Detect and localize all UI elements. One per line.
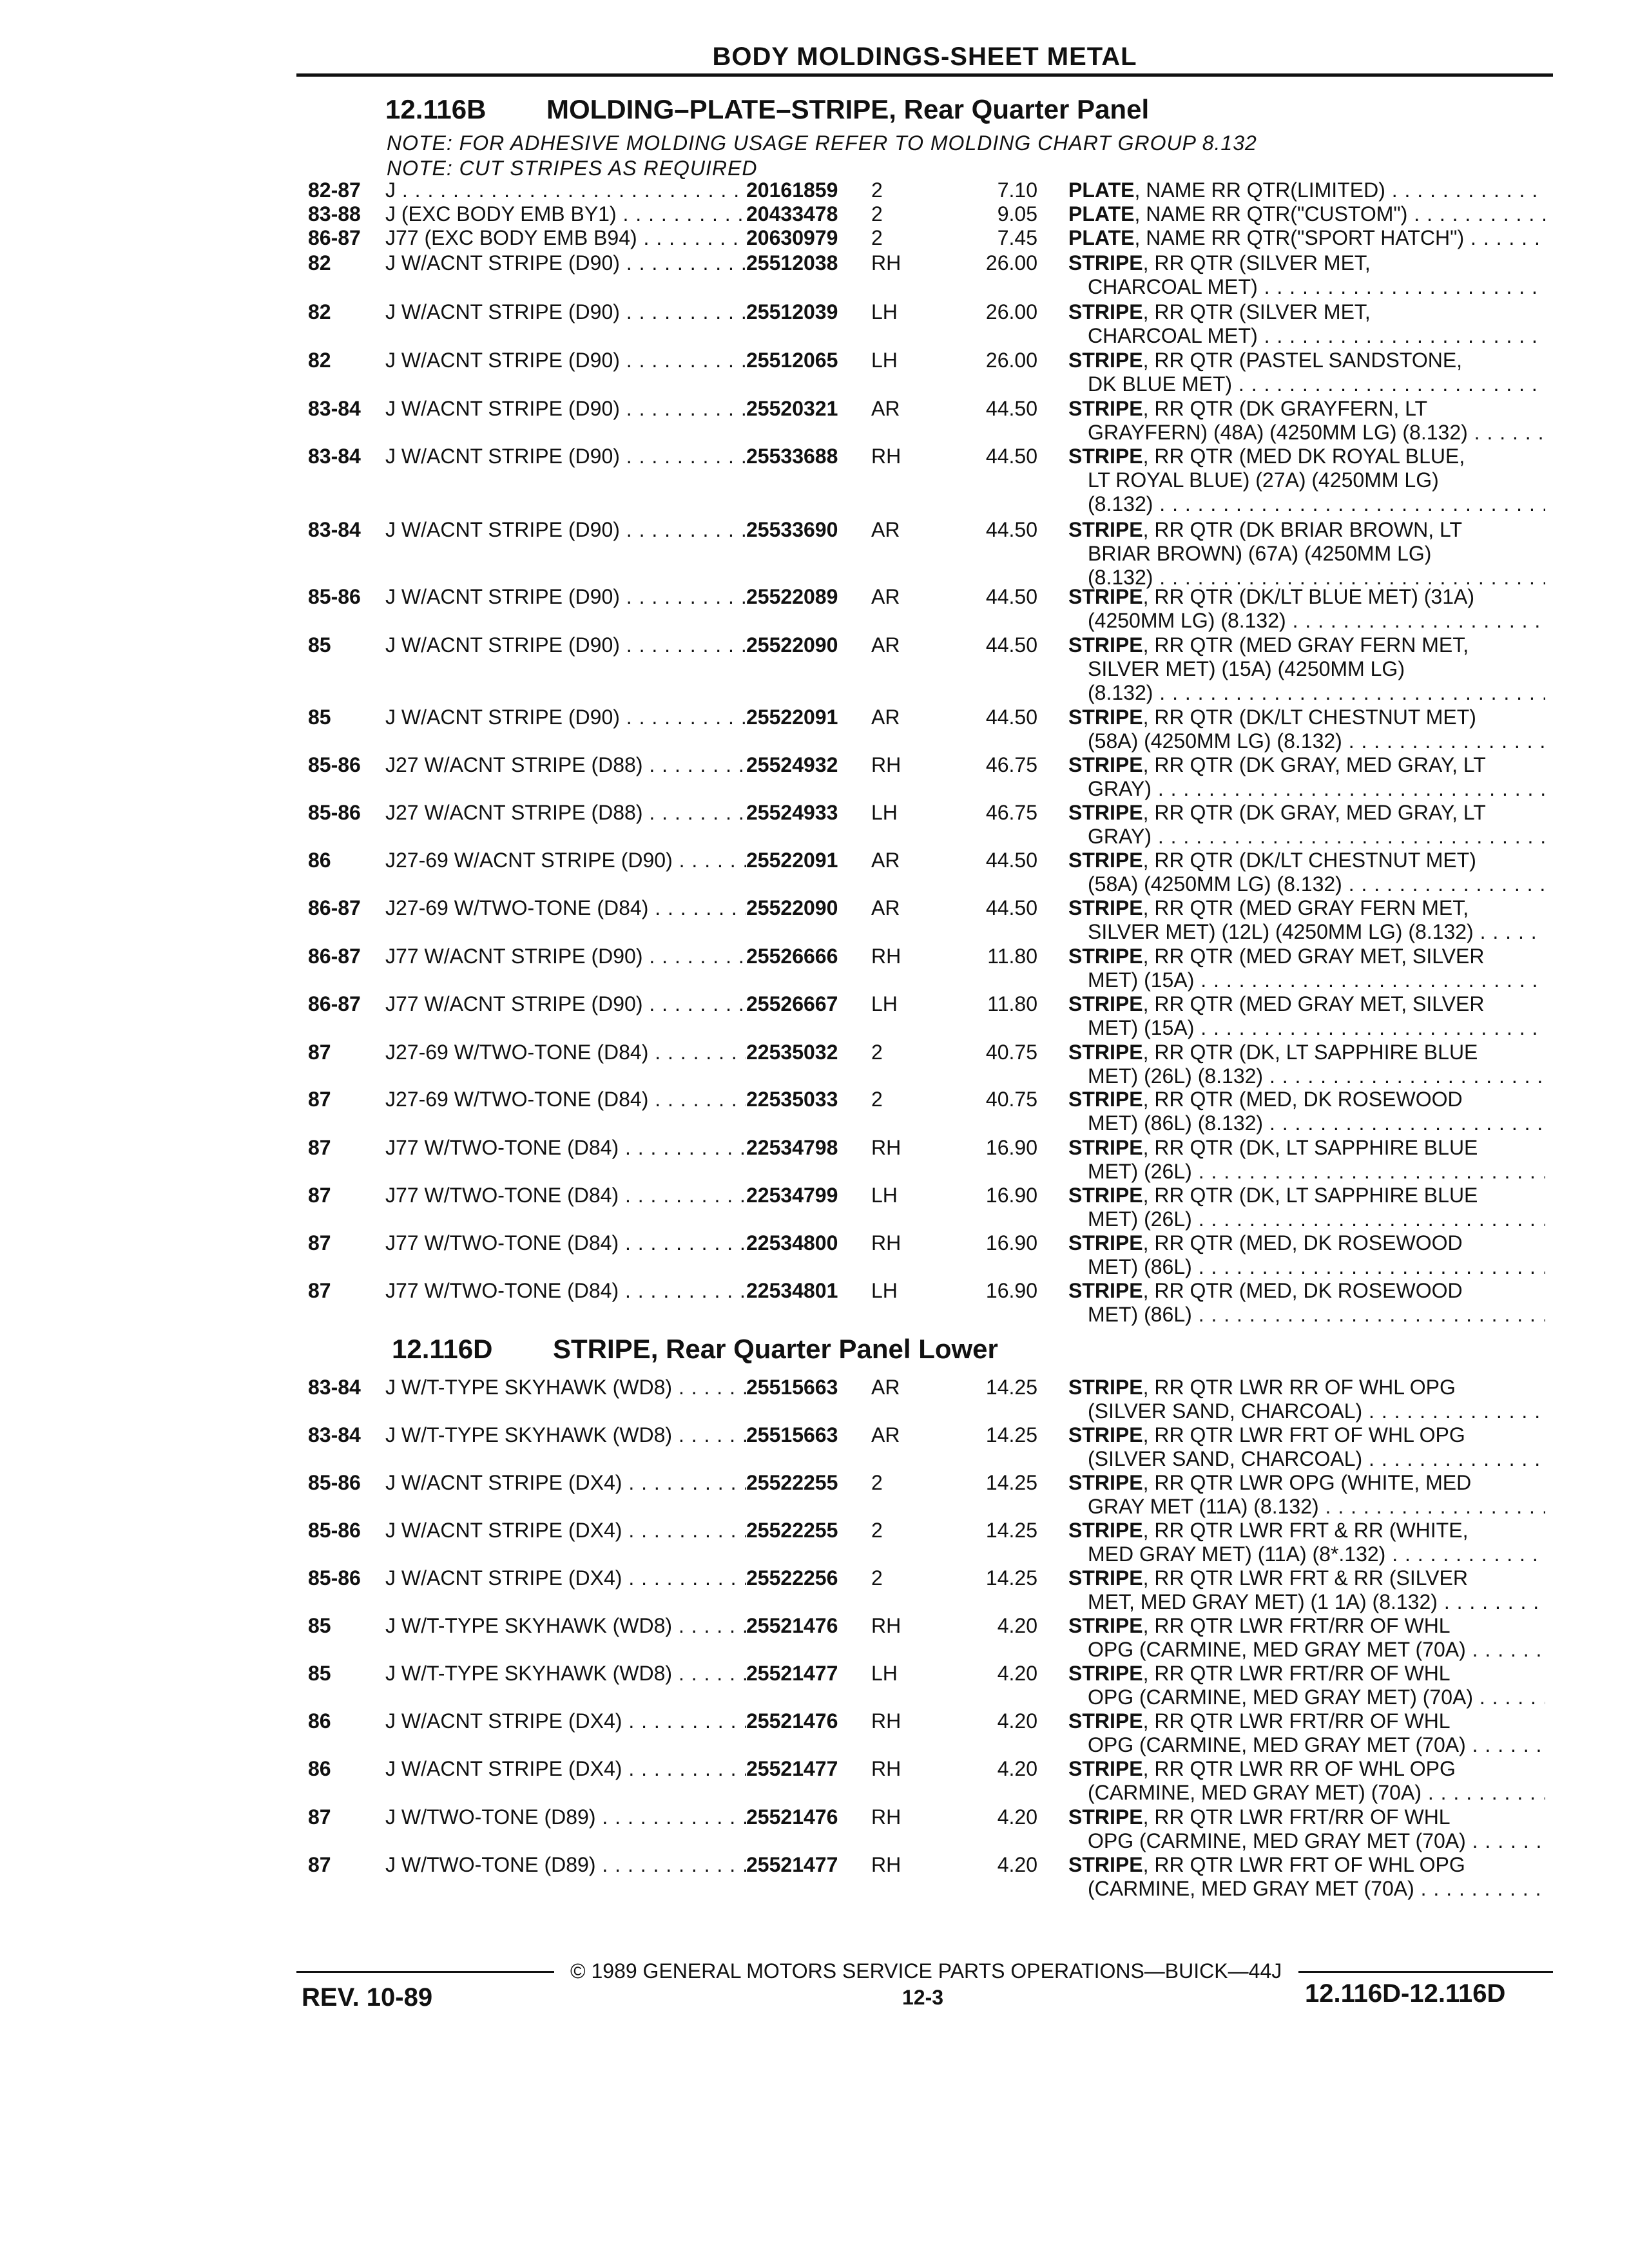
model-description: J27-69 W/ACNT STRIPE (D90) . . . [385, 849, 746, 872]
model-description: J27 W/ACNT STRIPE (D88) . . . [385, 753, 746, 777]
section-note: NOTE: CUT STRIPES AS REQUIRED [387, 157, 758, 180]
model-year: 83-84 [308, 518, 361, 541]
part-description-line: STRIPE, RR QTR (SILVER MET, [1068, 300, 1371, 323]
part-description-line: STRIPE, RR QTR (DK/LT CHESTNUT MET) [1068, 706, 1476, 729]
part-description-line: GRAY) . . . [1088, 825, 1545, 849]
model-year: 86 [308, 1757, 331, 1780]
model-year: 87 [308, 1853, 331, 1876]
part-number: 25515663 [746, 1423, 838, 1446]
model-description: J W/ACNT STRIPE (D90) . . . [385, 518, 746, 542]
quantity: AR [871, 633, 900, 657]
model-year: 85-86 [308, 801, 361, 824]
part-description-line: MET, MED GRAY MET) (1 1A) (8.132) . . . [1088, 1590, 1545, 1614]
part-description-line: MET) (26L) (8.132) . . . [1088, 1064, 1545, 1088]
part-number: 25522091 [746, 706, 838, 729]
part-description-line: PLATE, NAME RR QTR(LIMITED) . . . [1068, 178, 1545, 202]
price: 16.90 [985, 1136, 1037, 1159]
model-year: 87 [308, 1184, 331, 1207]
model-year: 82-87 [308, 178, 361, 202]
part-number: 25522255 [746, 1471, 838, 1494]
part-description-line: DK BLUE MET) . . . [1088, 372, 1545, 396]
part-description-line: STRIPE, RR QTR LWR FRT/RR OF WHL [1068, 1662, 1451, 1685]
model-year: 82 [308, 300, 331, 323]
quantity: LH [871, 300, 898, 323]
model-year: 83-84 [308, 1423, 361, 1446]
part-number: 25522090 [746, 896, 838, 919]
model-description: J27-69 W/TWO-TONE (D84) . . . [385, 896, 746, 920]
part-description-line: STRIPE, RR QTR (DK/LT BLUE MET) (31A) [1068, 585, 1475, 608]
price: 14.25 [985, 1376, 1037, 1399]
part-description-line: (58A) (4250MM LG) (8.132) . . . [1088, 872, 1545, 896]
section-title: STRIPE, Rear Quarter Panel Lower [553, 1334, 998, 1364]
model-description: J . . . [385, 178, 746, 202]
part-description-line: LT ROYAL BLUE) (27A) (4250MM LG) [1088, 468, 1439, 492]
model-year: 85-86 [308, 753, 361, 776]
part-description-line: MED GRAY MET) (11A) (8*.132) . . . [1088, 1542, 1545, 1566]
part-description-line: STRIPE, RR QTR (DK/LT CHESTNUT MET) [1068, 849, 1476, 872]
part-description-line: STRIPE, RR QTR LWR FRT/RR OF WHL [1068, 1805, 1451, 1829]
part-description-line: OPG (CARMINE, MED GRAY MET (70A) . . . [1088, 1829, 1545, 1853]
model-year: 85 [308, 1662, 331, 1685]
price: 16.90 [985, 1184, 1037, 1207]
part-description-line: GRAYFERN) (48A) (4250MM LG) (8.132) . . . [1088, 421, 1545, 445]
part-number: 25521476 [746, 1805, 838, 1829]
part-description-line: MET) (86L) (8.132) . . . [1088, 1111, 1545, 1135]
quantity: AR [871, 849, 900, 872]
model-description: J W/ACNT STRIPE (DX4) . . . [385, 1566, 746, 1590]
part-number: 25521477 [746, 1853, 838, 1876]
part-description-line: MET) (86L) . . . [1088, 1303, 1545, 1327]
model-description: J (EXC BODY EMB BY1) . . . [385, 202, 746, 226]
model-year: 83-84 [308, 1376, 361, 1399]
quantity: LH [871, 1279, 898, 1302]
part-description-line: STRIPE, RR QTR LWR RR OF WHL OPG [1068, 1376, 1456, 1399]
price: 46.75 [985, 801, 1037, 824]
revision-label: REV. 10-89 [302, 1983, 433, 2012]
quantity: 2 [871, 178, 883, 202]
model-description: J W/T-TYPE SKYHAWK (WD8) . . . [385, 1376, 746, 1399]
part-description-line: STRIPE, RR QTR (MED DK ROYAL BLUE, [1068, 445, 1465, 468]
model-description: J77 W/TWO-TONE (D84) . . . [385, 1136, 746, 1160]
model-description: J77 W/TWO-TONE (D84) . . . [385, 1231, 746, 1255]
part-number: 22534800 [746, 1231, 838, 1254]
part-description-line: STRIPE, RR QTR (DK, LT SAPPHIRE BLUE [1068, 1184, 1478, 1207]
quantity: AR [871, 585, 900, 608]
part-number: 25512065 [746, 349, 838, 372]
part-description-line: STRIPE, RR QTR LWR FRT & RR (SILVER [1068, 1566, 1468, 1590]
part-number: 25526667 [746, 992, 838, 1015]
part-description-line: CHARCOAL MET) . . . [1088, 324, 1545, 348]
part-description-line: STRIPE, RR QTR (PASTEL SANDSTONE, [1068, 349, 1463, 372]
model-description: J W/T-TYPE SKYHAWK (WD8) . . . [385, 1662, 746, 1686]
part-description-line: STRIPE, RR QTR LWR FRT/RR OF WHL [1068, 1709, 1451, 1733]
quantity: RH [871, 445, 901, 468]
part-description-line: (8.132) . . . [1088, 566, 1545, 590]
part-number: 25522256 [746, 1566, 838, 1590]
section-note: NOTE: FOR ADHESIVE MOLDING USAGE REFER TO MOLDING CHART GROUP 8.132 [387, 131, 1257, 155]
price: 16.90 [985, 1231, 1037, 1254]
model-description: J W/ACNT STRIPE (D90) . . . [385, 251, 746, 275]
part-description-line: BRIAR BROWN) (67A) (4250MM LG) [1088, 542, 1432, 565]
model-year: 86-87 [308, 896, 361, 919]
quantity: RH [871, 1853, 901, 1876]
price: 44.50 [985, 397, 1037, 420]
part-number: 22534801 [746, 1279, 838, 1302]
part-number: 25524932 [746, 753, 838, 776]
model-year: 86-87 [308, 992, 361, 1015]
model-description: J W/ACNT STRIPE (D90) . . . [385, 300, 746, 324]
part-number: 25512038 [746, 251, 838, 274]
part-description-line: STRIPE, RR QTR (MED GRAY MET, SILVER [1068, 992, 1485, 1015]
price: 7.45 [997, 226, 1037, 249]
model-description: J W/ACNT STRIPE (D90) . . . [385, 397, 746, 421]
part-description-line: STRIPE, RR QTR (DK GRAY, MED GRAY, LT [1068, 801, 1486, 824]
quantity: AR [871, 518, 900, 541]
part-number: 20433478 [746, 202, 838, 226]
quantity: AR [871, 706, 900, 729]
price: 40.75 [985, 1041, 1037, 1064]
part-description-line: STRIPE, RR QTR (MED, DK ROSEWOOD [1068, 1279, 1463, 1302]
price: 26.00 [985, 349, 1037, 372]
model-year: 85 [308, 633, 331, 657]
part-number: 22535032 [746, 1041, 838, 1064]
model-description: J W/ACNT STRIPE (D90) . . . [385, 349, 746, 372]
price: 4.20 [997, 1853, 1037, 1876]
part-description-line: PLATE, NAME RR QTR("CUSTOM") . . . [1068, 202, 1545, 226]
part-description-line: (8.132) . . . [1088, 681, 1545, 705]
part-description-line: (SILVER SAND, CHARCOAL) . . . [1088, 1399, 1545, 1423]
price: 11.80 [987, 945, 1037, 968]
part-description-line: STRIPE, RR QTR LWR RR OF WHL OPG [1068, 1757, 1456, 1780]
part-description-line: STRIPE, RR QTR (DK GRAY, MED GRAY, LT [1068, 753, 1486, 776]
part-description-line: OPG (CARMINE, MED GRAY MET) (70A) . . . [1088, 1686, 1545, 1709]
quantity: 2 [871, 1519, 883, 1542]
model-year: 83-84 [308, 397, 361, 420]
model-year: 86 [308, 1709, 331, 1733]
price: 14.25 [985, 1566, 1037, 1590]
model-description: J W/ACNT STRIPE (DX4) . . . [385, 1519, 746, 1542]
part-number: 22534798 [746, 1136, 838, 1159]
copyright-line: © 1989 GENERAL MOTORS SERVICE PARTS OPERATIONS—BUICK—44J [570, 1959, 1282, 1983]
quantity: 2 [871, 1566, 883, 1590]
price: 40.75 [985, 1088, 1037, 1111]
quantity: LH [871, 1184, 898, 1207]
model-year: 86-87 [308, 226, 361, 249]
model-year: 87 [308, 1088, 331, 1111]
price: 14.25 [985, 1471, 1037, 1494]
price: 14.25 [985, 1519, 1037, 1542]
part-description-line: OPG (CARMINE, MED GRAY MET (70A) . . . [1088, 1638, 1545, 1662]
quantity: RH [871, 945, 901, 968]
quantity: 2 [871, 226, 883, 249]
price: 44.50 [985, 849, 1037, 872]
quantity: AR [871, 397, 900, 420]
quantity: RH [871, 1136, 901, 1159]
price: 4.20 [997, 1709, 1037, 1733]
part-number: 25512039 [746, 300, 838, 323]
model-year: 85 [308, 706, 331, 729]
part-description-line: STRIPE, RR QTR (MED GRAY MET, SILVER [1068, 945, 1485, 968]
model-year: 82 [308, 349, 331, 372]
model-description: J W/ACNT STRIPE (D90) . . . [385, 633, 746, 657]
price: 44.50 [985, 518, 1037, 541]
price: 44.50 [985, 896, 1037, 919]
section-heading [385, 94, 1149, 125]
model-year: 83-84 [308, 445, 361, 468]
part-description-line: GRAY MET (11A) (8.132) . . . [1088, 1495, 1545, 1519]
model-year: 85-86 [308, 585, 361, 608]
part-number: 20630979 [746, 226, 838, 249]
model-description: J W/ACNT STRIPE (D90) . . . [385, 706, 746, 729]
part-description-line: STRIPE, RR QTR (DK, LT SAPPHIRE BLUE [1068, 1136, 1478, 1159]
quantity: RH [871, 1231, 901, 1254]
part-description-line: STRIPE, RR QTR LWR FRT & RR (WHITE, [1068, 1519, 1469, 1542]
model-description: J W/T-TYPE SKYHAWK (WD8) . . . [385, 1614, 746, 1638]
price: 7.10 [997, 178, 1037, 202]
section-title: MOLDING–PLATE–STRIPE, Rear Quarter Panel [546, 94, 1150, 124]
part-number: 25522255 [746, 1519, 838, 1542]
part-number: 22534799 [746, 1184, 838, 1207]
part-description-line: MET) (26L) . . . [1088, 1160, 1545, 1184]
part-number: 25526666 [746, 945, 838, 968]
quantity: AR [871, 1423, 900, 1446]
part-number: 25522091 [746, 849, 838, 872]
quantity: LH [871, 801, 898, 824]
part-description-line: (SILVER SAND, CHARCOAL) . . . [1088, 1447, 1545, 1471]
part-number: 25524933 [746, 801, 838, 824]
part-number: 22535033 [746, 1088, 838, 1111]
part-description-line: MET) (86L) . . . [1088, 1255, 1545, 1279]
part-number: 25522089 [746, 585, 838, 608]
model-description: J77 W/ACNT STRIPE (D90) . . . [385, 945, 746, 968]
model-description: J W/ACNT STRIPE (D90) . . . [385, 445, 746, 468]
price: 16.90 [985, 1279, 1037, 1302]
model-year: 87 [308, 1805, 331, 1829]
price: 26.00 [985, 251, 1037, 274]
quantity: RH [871, 1805, 901, 1829]
part-number: 25522090 [746, 633, 838, 657]
header-rule [296, 73, 1553, 77]
model-description: J W/ACNT STRIPE (DX4) . . . [385, 1709, 746, 1733]
page-header: BODY MOLDINGS-SHEET METAL [712, 43, 1137, 71]
price: 44.50 [985, 445, 1037, 468]
part-description-line: SILVER MET) (15A) (4250MM LG) [1088, 657, 1405, 680]
part-description-line: STRIPE, RR QTR (DK GRAYFERN, LT [1068, 397, 1428, 420]
part-number: 25533690 [746, 518, 838, 541]
part-description-line: STRIPE, RR QTR (DK BRIAR BROWN, LT [1068, 518, 1462, 541]
model-description: J W/T-TYPE SKYHAWK (WD8) . . . [385, 1423, 746, 1447]
part-description-line: MET) (26L) . . . [1088, 1207, 1545, 1231]
part-description-line: (58A) (4250MM LG) (8.132) . . . [1088, 729, 1545, 753]
price: 4.20 [997, 1805, 1037, 1829]
part-description-line: (CARMINE, MED GRAY MET) (70A) . . . [1088, 1781, 1545, 1805]
part-description-line: MET) (15A) . . . [1088, 968, 1545, 992]
section-number: 12.116B [385, 94, 487, 124]
part-description-line: STRIPE, RR QTR LWR OPG (WHITE, MED [1068, 1471, 1472, 1494]
model-description: J27 W/ACNT STRIPE (D88) . . . [385, 801, 746, 825]
part-number: 25521477 [746, 1662, 838, 1685]
part-description-line: (CARMINE, MED GRAY MET (70A) . . . [1088, 1877, 1545, 1901]
footer-rule-left [296, 1971, 554, 1973]
part-description-line: (4250MM LG) (8.132) . . . [1088, 609, 1545, 633]
part-number: 25521477 [746, 1757, 838, 1780]
price: 46.75 [985, 753, 1037, 776]
price: 14.25 [985, 1423, 1037, 1446]
part-description-line: STRIPE, RR QTR (MED, DK ROSEWOOD [1068, 1231, 1463, 1254]
quantity: 2 [871, 1041, 883, 1064]
quantity: RH [871, 1614, 901, 1637]
section-heading [392, 1334, 998, 1365]
model-year: 86-87 [308, 945, 361, 968]
part-number: 25521476 [746, 1709, 838, 1733]
footer-rule-right [1298, 1971, 1553, 1973]
part-description-line: SILVER MET) (12L) (4250MM LG) (8.132) . . . [1088, 920, 1545, 944]
part-description-line: STRIPE, RR QTR LWR FRT/RR OF WHL [1068, 1614, 1451, 1637]
part-description-line: GRAY) . . . [1088, 777, 1545, 801]
model-description: J27-69 W/TWO-TONE (D84) . . . [385, 1041, 746, 1064]
quantity: RH [871, 753, 901, 776]
price: 9.05 [997, 202, 1037, 226]
part-description-line: OPG (CARMINE, MED GRAY MET (70A) . . . [1088, 1733, 1545, 1757]
part-description-line: MET) (15A) . . . [1088, 1016, 1545, 1040]
model-year: 82 [308, 251, 331, 274]
model-year: 86 [308, 849, 331, 872]
part-description-line: STRIPE, RR QTR (SILVER MET, [1068, 251, 1371, 274]
price: 26.00 [985, 300, 1037, 323]
model-description: J W/TWO-TONE (D89) . . . [385, 1805, 746, 1829]
model-description: J W/TWO-TONE (D89) . . . [385, 1853, 746, 1877]
model-description: J77 W/ACNT STRIPE (D90) . . . [385, 992, 746, 1016]
model-year: 83-88 [308, 202, 361, 226]
quantity: LH [871, 992, 898, 1015]
part-description-line: STRIPE, RR QTR LWR FRT OF WHL OPG [1068, 1423, 1465, 1446]
model-year: 87 [308, 1041, 331, 1064]
quantity: RH [871, 1709, 901, 1733]
quantity: LH [871, 1662, 898, 1685]
model-description: J27-69 W/TWO-TONE (D84) . . . [385, 1088, 746, 1111]
quantity: RH [871, 251, 901, 274]
part-description-line: STRIPE, RR QTR (MED GRAY FERN MET, [1068, 633, 1469, 657]
price: 44.50 [985, 706, 1037, 729]
model-year: 87 [308, 1279, 331, 1302]
price: 44.50 [985, 633, 1037, 657]
part-description-line: STRIPE, RR QTR (MED GRAY FERN MET, [1068, 896, 1469, 919]
price: 4.20 [997, 1662, 1037, 1685]
part-number: 25521476 [746, 1614, 838, 1637]
quantity: AR [871, 1376, 900, 1399]
part-description-line: STRIPE, RR QTR LWR FRT OF WHL OPG [1068, 1853, 1465, 1876]
model-description: J W/ACNT STRIPE (DX4) . . . [385, 1757, 746, 1781]
page-number: 12-3 [902, 1986, 944, 2009]
price: 44.50 [985, 585, 1037, 608]
quantity: LH [871, 349, 898, 372]
quantity: RH [871, 1757, 901, 1780]
model-description: J77 W/TWO-TONE (D84) . . . [385, 1184, 746, 1207]
price: 11.80 [987, 992, 1037, 1015]
section-range: 12.116D-12.116D [1305, 1979, 1506, 2008]
model-description: J77 W/TWO-TONE (D84) . . . [385, 1279, 746, 1303]
quantity: 2 [871, 202, 883, 226]
part-description-line: STRIPE, RR QTR (DK, LT SAPPHIRE BLUE [1068, 1041, 1478, 1064]
model-description: J W/ACNT STRIPE (DX4) . . . [385, 1471, 746, 1495]
part-description-line: (8.132) . . . [1088, 492, 1545, 516]
model-year: 85-86 [308, 1566, 361, 1590]
part-description-line: PLATE, NAME RR QTR("SPORT HATCH") . . . [1068, 226, 1545, 250]
quantity: 2 [871, 1471, 883, 1494]
model-description: J W/ACNT STRIPE (D90) . . . [385, 585, 746, 609]
model-year: 85 [308, 1614, 331, 1637]
model-year: 85-86 [308, 1519, 361, 1542]
price: 4.20 [997, 1614, 1037, 1637]
model-year: 85-86 [308, 1471, 361, 1494]
part-number: 25520321 [746, 397, 838, 420]
part-description-line: CHARCOAL MET) . . . [1088, 275, 1545, 299]
part-number: 25533688 [746, 445, 838, 468]
part-number: 20161859 [746, 178, 838, 202]
section-number: 12.116D [392, 1334, 493, 1364]
model-year: 87 [308, 1136, 331, 1159]
model-year: 87 [308, 1231, 331, 1254]
quantity: 2 [871, 1088, 883, 1111]
price: 4.20 [997, 1757, 1037, 1780]
part-number: 25515663 [746, 1376, 838, 1399]
part-description-line: STRIPE, RR QTR (MED, DK ROSEWOOD [1068, 1088, 1463, 1111]
quantity: AR [871, 896, 900, 919]
model-description: J77 (EXC BODY EMB B94) . . . [385, 226, 746, 250]
